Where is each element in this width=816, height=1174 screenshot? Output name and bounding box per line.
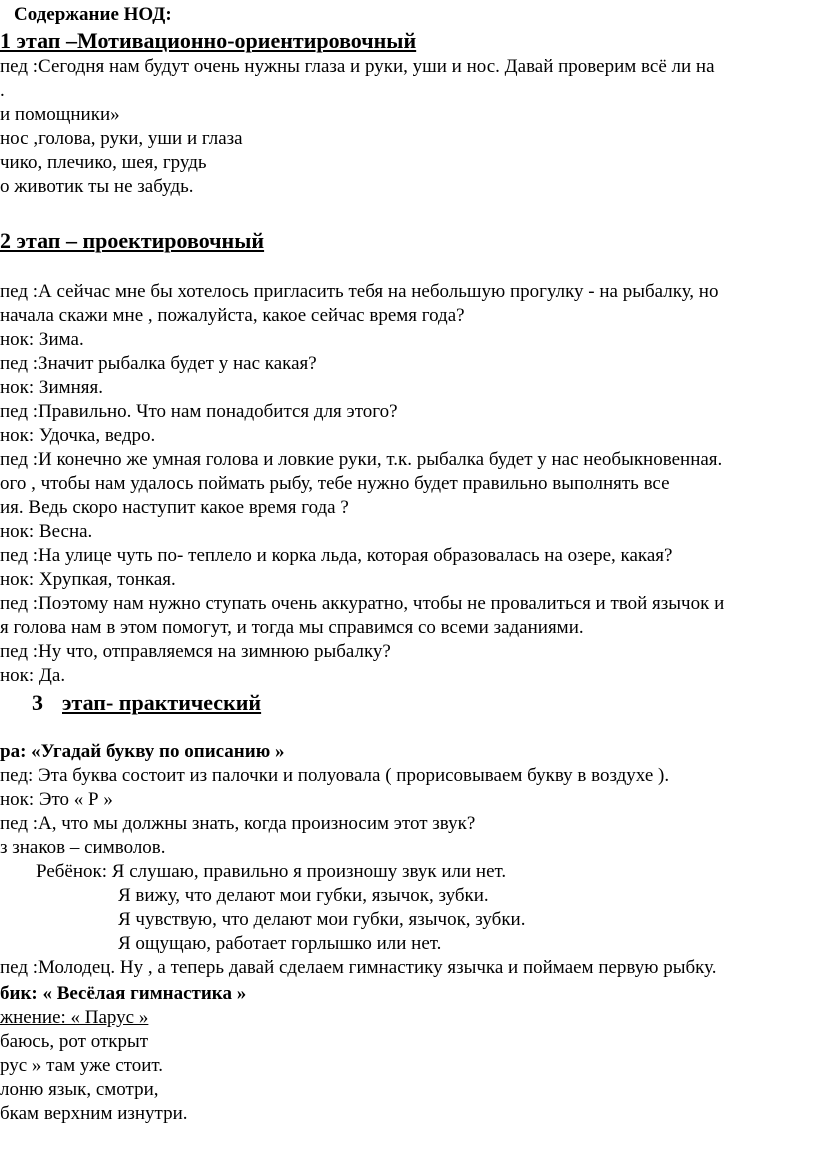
- dialogue-line: пед :Значит рыбалка будет у нас какая?: [0, 353, 317, 374]
- poem-line: о животик ты не забудь.: [0, 176, 194, 197]
- dialogue-line: пед :Правильно. Что нам понадобится для этого?: [0, 401, 398, 422]
- paragraph-line: пед :Сегодня нам будут очень нужны глаза и руки, уши и нос. Давай проверим всё ли на: [0, 56, 715, 77]
- dialogue-line: ого , чтобы нам удалось поймать рыбу, тебе нужно будет правильно выполнять все: [0, 473, 670, 494]
- exercise-title: жнение: « Парус »: [0, 1007, 149, 1028]
- dialogue-line: я голова нам в этом помогут, и тогда мы справимся со всеми заданиями.: [0, 617, 584, 638]
- game-title: ра: «Угадай букву по описанию »: [0, 741, 285, 762]
- dialogue-line: пед: Эта буква состоит из палочки и полуовала ( прорисовываем букву в воздухе ).: [0, 765, 670, 786]
- dialogue-line: пед :А сейчас мне бы хотелось пригласить тебя на небольшую прогулку - на рыбалку, но: [0, 281, 719, 302]
- dialogue-line: нок: Да.: [0, 665, 66, 686]
- poem-line: баюсь, рот открыт: [0, 1031, 149, 1052]
- dialogue-line: нок: Зимняя.: [0, 377, 104, 398]
- dialogue-line: пед :Поэтому нам нужно ступать очень аккуратно, чтобы не провалиться и твой язычок и: [0, 593, 725, 614]
- child-answer-line: Я ощущаю, работает горлышко или нет.: [118, 933, 442, 954]
- dialogue-line: пед :Молодец. Ну , а теперь давай сделаем гимнастику язычка и поймаем первую рыбку.: [0, 957, 717, 978]
- stage3-title: этап- практический: [62, 690, 262, 715]
- dialogue-line: з знаков – символов.: [0, 837, 166, 858]
- dialogue-line: нок: Хрупкая, тонкая.: [0, 569, 176, 590]
- dialogue-line: нок: Это « Р »: [0, 789, 113, 810]
- poem-line: нос ,голова, руки, уши и глаза: [0, 128, 243, 149]
- gymnastics-title: бик: « Весёлая гимнастика »: [0, 983, 247, 1004]
- child-answer-line: Я чувствую, что делают мои губки, язычок, зубки.: [118, 909, 526, 930]
- poem-line: и помощники»: [0, 104, 120, 125]
- stage3-number: 3: [32, 690, 43, 715]
- poem-line: чико, плечико, шея, грудь: [0, 152, 207, 173]
- poem-line: бкам верхним изнутри.: [0, 1103, 188, 1124]
- poem-line: лоню язык, смотри,: [0, 1079, 159, 1100]
- dialogue-line: нок: Зима.: [0, 329, 84, 350]
- dialogue-line: пед :И конечно же умная голова и ловкие руки, т.к. рыбалка будет у нас необыкновенная.: [0, 449, 723, 470]
- child-answer-line: Ребёнок: Я слушаю, правильно я произношу звук или нет.: [36, 861, 507, 882]
- paragraph-line: .: [0, 80, 5, 101]
- stage1-title: 1 этап –Мотивационно-ориентировочный: [0, 28, 417, 53]
- dialogue-line: пед :На улице чуть по- теплело и корка льда, которая образовалась на озере, какая?: [0, 545, 673, 566]
- child-answer-line: Я вижу, что делают мои губки, язычок, зубки.: [118, 885, 489, 906]
- dialogue-line: ия. Ведь скоро наступит какое время года ?: [0, 497, 349, 518]
- poem-line: рус » там уже стоит.: [0, 1055, 164, 1076]
- dialogue-line: нок: Удочка, ведро.: [0, 425, 156, 446]
- content-heading: Содержание НОД:: [14, 4, 172, 25]
- dialogue-line: пед :А, что мы должны знать, когда произносим этот звук?: [0, 813, 476, 834]
- dialogue-line: пед :Ну что, отправляемся на зимнюю рыбалку?: [0, 641, 391, 662]
- dialogue-line: нок: Весна.: [0, 521, 93, 542]
- stage2-title: 2 этап – проектировочный: [0, 228, 265, 253]
- dialogue-line: начала скажи мне , пожалуйста, какое сейчас время года?: [0, 305, 465, 326]
